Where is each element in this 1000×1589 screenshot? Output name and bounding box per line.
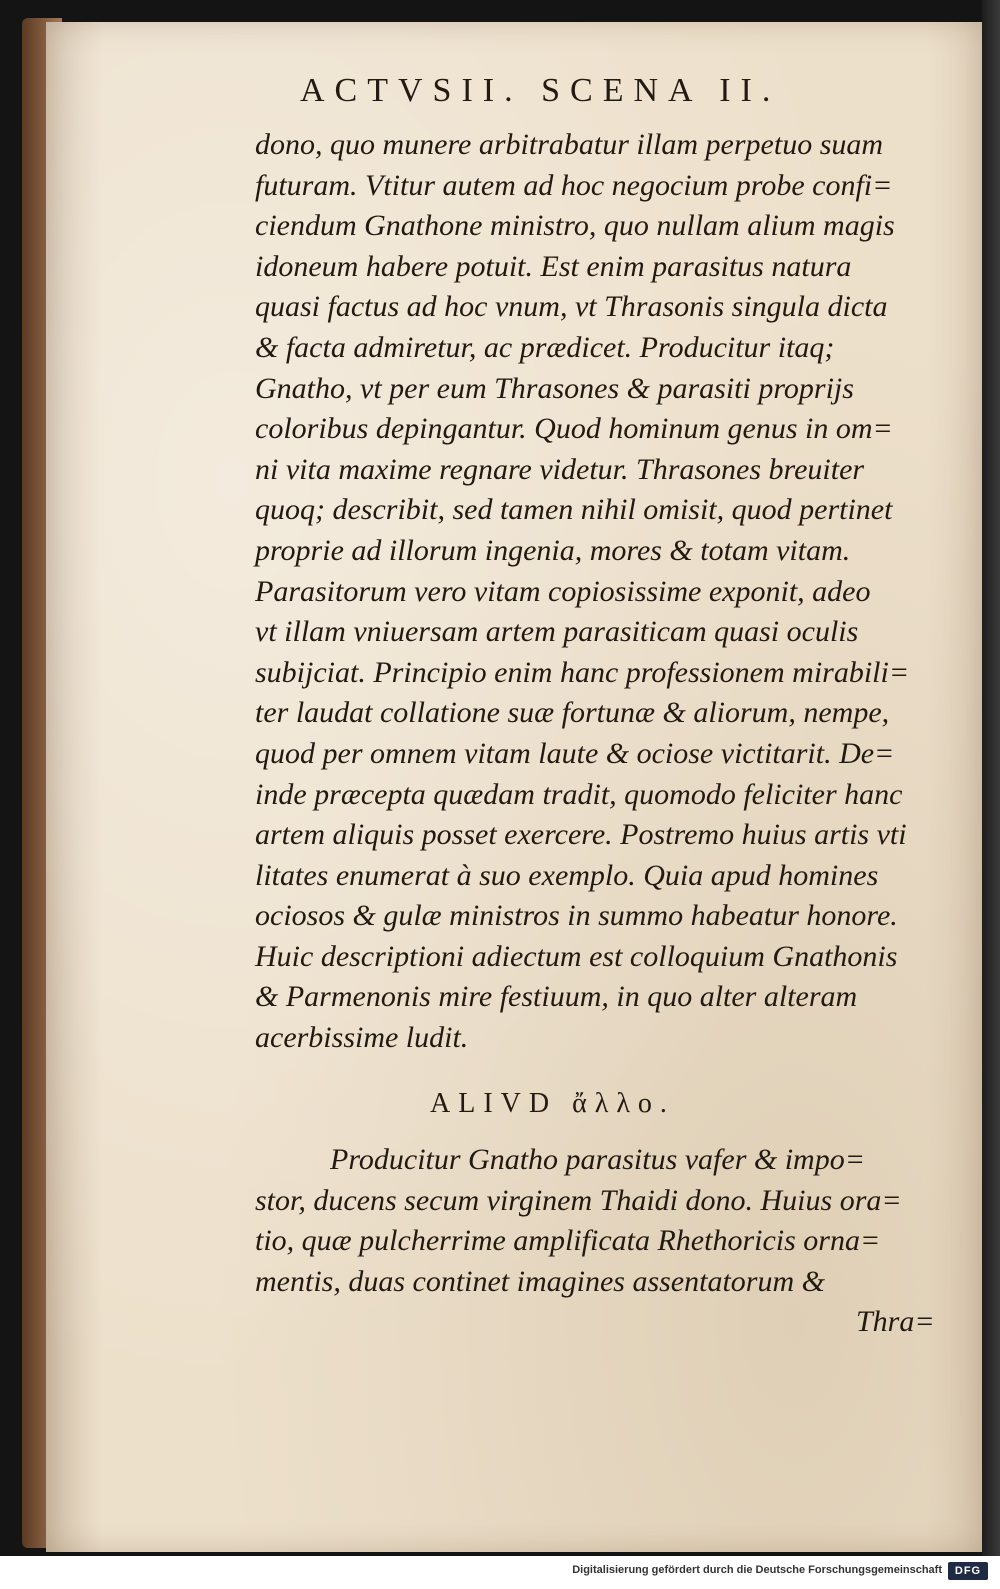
text-line: & Parmenonis mire festiuum, in quo alter alteram (255, 980, 858, 1014)
text-line: acerbissime ludit. (255, 1021, 469, 1055)
text-line: ter laudat collatione suæ fortunæ & aliorum, nempe, (255, 696, 890, 730)
dfg-logo[interactable]: DFG (948, 1562, 988, 1580)
text-line: Gnatho, vt per eum Thrasones & parasiti proprijs (255, 371, 854, 405)
text-line: ciendum Gnathone ministro, quo nullam alium magis (255, 209, 895, 243)
text-line: Producitur Gnatho parasitus vafer & impo= (330, 1143, 865, 1176)
text-line: proprie ad illorum ingenia, mores & totam vitam. (255, 533, 851, 567)
funding-credit: Digitalisierung gefördert durch die Deutsche Forschungsgemeinschaft (572, 1564, 942, 1576)
text-line: quod per omnem vitam laute & ociose victitarit. De= (255, 736, 895, 770)
text-line: dono, quo munere arbitrabatur illam perpetuo suam (255, 128, 884, 161)
paragraph-2 (255, 1140, 940, 1302)
text-line: quoq; describit, sed tamen nihil omisit, quod pertinet (255, 493, 893, 527)
scan-border (982, 0, 1000, 1556)
text-line: mentis, duas continet imagines assentatorum & (255, 1264, 825, 1298)
catchword: Thra= (856, 1305, 935, 1338)
text-line: tio, quæ pulcherrime amplificata Rhethoricis orna= (255, 1224, 881, 1258)
section-heading: ALIVD ἄλλο. (430, 1088, 675, 1119)
paragraph-1 (255, 125, 940, 1059)
text-line: quasi factus ad hoc vnum, vt Thrasonis singula dicta (255, 290, 888, 324)
text-line: futuram. Vtitur autem ad hoc negocium probe confi= (255, 168, 893, 202)
text-line: idoneum habere potuit. Est enim parasitus natura (255, 249, 852, 283)
text-line: ni vita maxime regnare videtur. Thrasones breuiter (255, 452, 865, 486)
text-line: coloribus depingantur. Quod hominum genus in om= (255, 412, 893, 446)
text-line: stor, ducens secum virginem Thaidi dono. Huius ora= (255, 1183, 902, 1217)
running-head: ACTVSII. SCENA II. (300, 72, 781, 109)
text-line: subijciat. Principio enim hanc professionem mirabili= (255, 655, 910, 689)
text-line: inde præcepta quædam tradit, quomodo feliciter hanc (255, 777, 903, 811)
text-line: Parasitorum vero vitam copiosissime exponit, adeo (255, 574, 871, 608)
text-line: vt illam vniuersam artem parasiticam quasi oculis (255, 615, 859, 649)
text-line: Huic descriptioni adiectum est colloquium Gnathonis (255, 939, 898, 973)
text-line: artem aliquis posset exercere. Postremo huius artis vti (255, 818, 907, 852)
text-line: litates enumerat à suo exemplo. Quia apud homines (255, 858, 879, 892)
footer-bar (0, 1556, 1000, 1589)
text-line: & facta admiretur, ac prædicet. Producitur itaq; (255, 330, 835, 364)
text-line: ociosos & gulæ ministros in summo habeatur honore. (255, 899, 898, 933)
